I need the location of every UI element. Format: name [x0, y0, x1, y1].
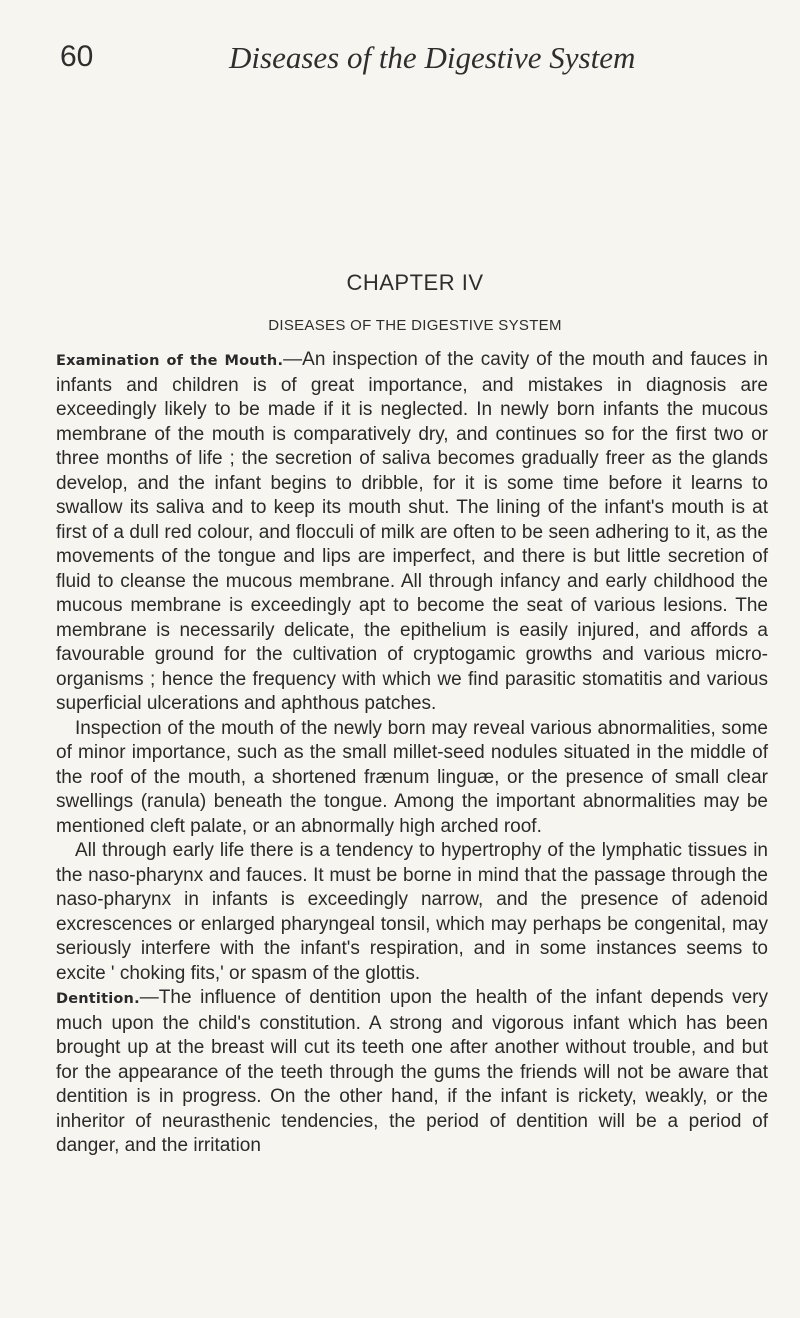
paragraph-text: —The influence of dentition upon the health of the infant depends very much upon the child's constitution. A strong and vigorous infant which has been brought up at the breast will cut its teeth one after another without trouble, and but for the appearance of the teeth through the gums the friends will not be aware that dentition is in progress. On the other hand, if the infant is rickety, weakly, or the inheritor of neurasthenic tendencies, the period of dentition will be a period of danger, and the irritation	[56, 987, 768, 1156]
paragraph-dentition	[56, 986, 768, 1159]
page-number: 60	[60, 40, 94, 73]
paragraph-text: Inspection of the mouth of the newly born may reveal various abnormalities, some of minor importance, such as the small millet-seed nodules situated in the middle of the roof of the mouth, a shortened frænum linguæ, or the presence of small clear swellings (ranula) beneath the tongue. Among the important abnormalities may be mentioned cleft palate, or an abnormally high arched roof.	[56, 717, 768, 837]
body-text	[56, 348, 768, 1159]
paragraph-text: —An inspection of the cavity of the mouth and fauces in infants and children is of great importance, and mistakes in diagnosis are exceedingly likely to be made if it is neglected. In newly born infants the mucous membrane of the mouth is comparatively dry, and continues so for the first two or three months of life ; the secretion of saliva becomes gradually freer as the glands develop, and the infant begins to dribble, for it is some time before it learns to swallow its saliva and to keep its mouth shut. The lining of the infant's mouth is at first of a dull red colour, and flocculi of milk are often to be seen adhering to it, as the movements of the tongue and lips are imperfect, and there is but little secretion of fluid to cleanse the mucous membrane. All through infancy and early childhood the mucous membrane is exceedingly apt to become the seat of various lesions. The membrane is necessarily delicate, the epithelium is easily injured, and affords a favourable ground for the cultivation of cryptogamic growths and various micro-organisms ; hence the frequency with which we find parasitic stomatitis and various superficial ulcerations and aphthous patches.	[56, 349, 768, 714]
paragraph-examination-of-the-mouth	[56, 348, 768, 717]
paragraph-lymphatic-tissues	[56, 839, 768, 986]
section-heading-examination: Examination of the Mouth.	[56, 353, 284, 369]
chapter-heading: CHAPTER IV	[346, 270, 484, 295]
paragraph-inspection-newly-born	[56, 717, 768, 840]
section-heading-dentition: Dentition.	[56, 991, 140, 1007]
book-title: Diseases of the Digestive System	[229, 40, 636, 75]
running-head	[60, 40, 750, 80]
chapter-subtitle: DISEASES OF THE DIGESTIVE SYSTEM	[268, 317, 562, 334]
paragraph-text: All through early life there is a tendency to hypertrophy of the lymphatic tissues in the naso-pharynx and fauces. It must be borne in mind that the passage through the naso-pharynx in infants is exceedingly narrow, and the presence of adenoid excrescences or enlarged pharyngeal tonsil, which may perhaps be congenital, may seriously interfere with the infant's respiration, and in some instances seems to excite ' choking fits,' or spasm of the glottis.	[56, 840, 768, 984]
